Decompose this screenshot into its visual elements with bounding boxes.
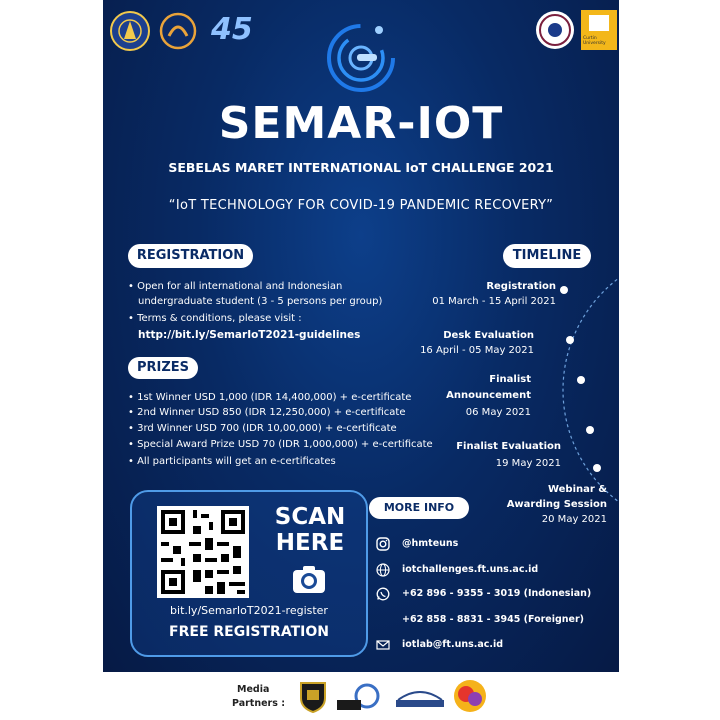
- media-partners-label-2: Partners :: [232, 698, 285, 709]
- prize-item: • 3rd Winner USD 700 (IDR 10,00,000) + e-certificate: [128, 421, 397, 436]
- register-url[interactable]: bit.ly/SemarIoT2021-register: [170, 604, 328, 617]
- registration-line-3: • Terms & conditions, please visit :: [128, 311, 302, 326]
- event-title: SEMAR-IOT: [218, 98, 504, 149]
- timeline-dot: [560, 286, 568, 294]
- instagram-icon: [376, 537, 390, 551]
- prize-item: • All participants will get an e-certificates: [128, 454, 336, 469]
- media-partners-strip: [0, 672, 720, 720]
- prizes-heading: PRIZES: [128, 357, 198, 379]
- more-info-heading: MORE INFO: [369, 497, 469, 519]
- poster: [103, 0, 619, 672]
- prize-item: • 1st Winner USD 1,000 (IDR 14,400,000) + e-certificate: [128, 390, 411, 405]
- event-subtitle: SEBELAS MARET INTERNATIONAL IoT CHALLENGE 2021: [168, 160, 554, 175]
- uns-logo: [109, 10, 151, 52]
- timeline-label: Registration: [486, 281, 556, 292]
- registration-line-2: undergraduate student (3 - 5 persons per group): [138, 296, 383, 307]
- timeline-date: 16 April - 05 May 2021: [420, 345, 534, 356]
- here-text: HERE: [275, 530, 345, 556]
- timeline-label: Announcement: [446, 390, 531, 401]
- timeline-dot: [566, 336, 574, 344]
- timeline-dot: [577, 376, 585, 384]
- curtin-logo: [581, 10, 617, 50]
- timeline-date: 20 May 2021: [541, 514, 607, 525]
- anniversary-number: 45: [211, 12, 253, 47]
- media-partners-label: Media: [237, 684, 270, 695]
- prize-item: • 2nd Winner USD 850 (IDR 12,250,000) + e-certificate: [128, 405, 405, 420]
- prize-item: • Special Award Prize USD 70 (IDR 1,000,000) + e-certificate: [128, 437, 433, 452]
- phone-indonesian[interactable]: +62 896 - 9355 - 3019 (Indonesian): [402, 588, 592, 599]
- timeline-label: Desk Evaluation: [443, 330, 534, 341]
- timeline-dot: [586, 426, 594, 434]
- partner-logo-teknik: [392, 684, 448, 712]
- partner-university-seal: [535, 10, 575, 50]
- timeline-label: Finalist Evaluation: [456, 441, 561, 452]
- guidelines-link[interactable]: http://bit.ly/SemarIoT2021-guidelines: [138, 329, 361, 341]
- camera-icon: [292, 564, 326, 594]
- timeline-label: Finalist: [489, 374, 531, 385]
- partner-logo-bem: [337, 682, 383, 714]
- timeline-date: 01 March - 15 April 2021: [432, 296, 556, 307]
- hmte-logo: [159, 12, 197, 50]
- globe-icon: [376, 563, 390, 577]
- qr-code-icon[interactable]: [157, 506, 249, 598]
- registration-line-1: • Open for all international and Indonesian: [128, 279, 342, 294]
- instagram-handle[interactable]: @hmteuns: [402, 538, 459, 549]
- registration-heading: REGISTRATION: [128, 244, 253, 268]
- registration-qr-card[interactable]: [130, 490, 368, 657]
- anniversary-logo: [201, 12, 253, 50]
- timeline-label: Webinar &: [547, 484, 607, 495]
- iot-logo-icon: [323, 18, 399, 94]
- partner-logo-colorful: [452, 678, 488, 714]
- event-theme: “IoT TECHNOLOGY FOR COVID-19 PANDEMIC RECOVERY”: [168, 198, 554, 213]
- free-registration-text: FREE REGISTRATION: [169, 624, 329, 640]
- curtin-text: Curtin University: [583, 36, 606, 46]
- phone-foreigner[interactable]: +62 858 - 8831 - 3945 (Foreigner): [402, 614, 585, 625]
- whatsapp-icon: [376, 587, 390, 601]
- partner-logo-shield: [298, 680, 328, 714]
- scan-text: SCAN: [274, 504, 346, 530]
- timeline-label: Awarding Session: [506, 499, 607, 510]
- timeline-date: 19 May 2021: [495, 458, 561, 469]
- timeline-heading: TIMELINE: [503, 244, 591, 268]
- timeline-dot: [593, 464, 601, 472]
- email-icon: [376, 638, 390, 652]
- website-link[interactable]: iotchallenges.ft.uns.ac.id: [402, 564, 539, 575]
- timeline-date: 06 May 2021: [465, 407, 531, 418]
- email-address[interactable]: iotlab@ft.uns.ac.id: [402, 639, 504, 650]
